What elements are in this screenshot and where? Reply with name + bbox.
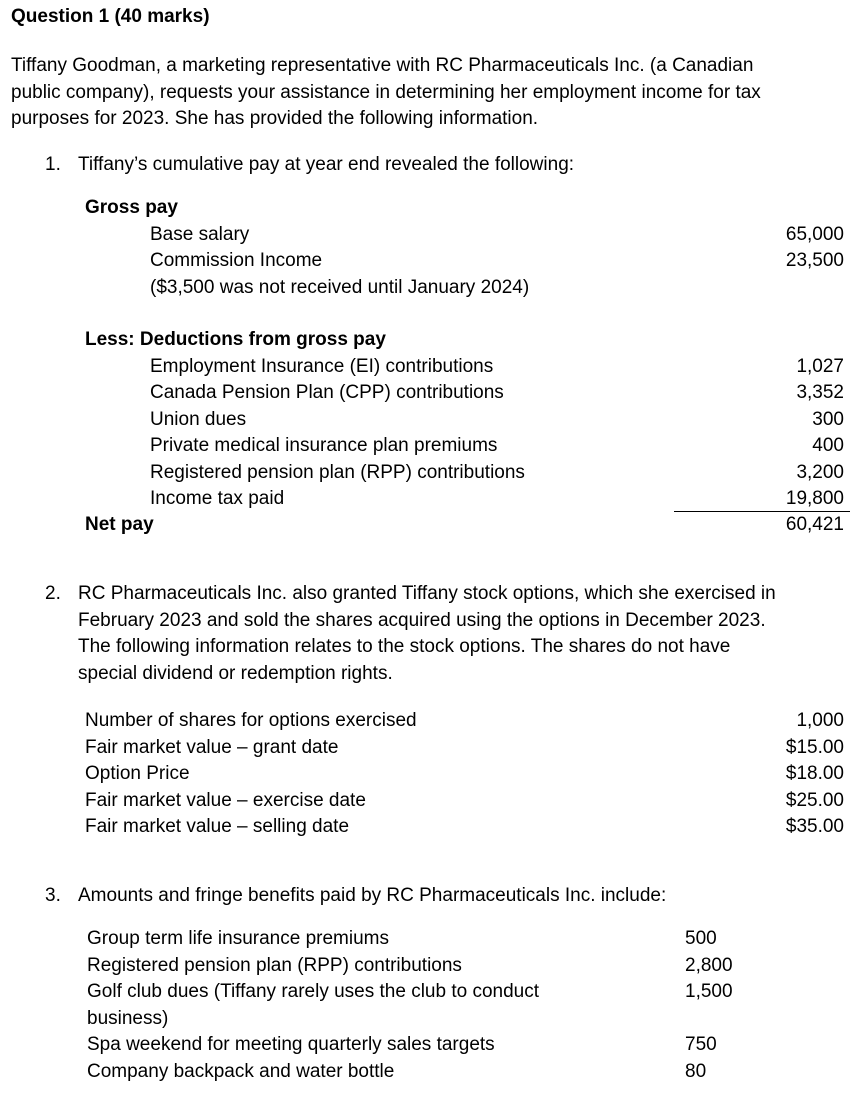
table-row bbox=[0, 248, 860, 275]
fringe-benefits-table bbox=[0, 926, 860, 1085]
table-row bbox=[0, 407, 860, 434]
table-row bbox=[0, 486, 860, 513]
intro-line: Tiffany Goodman, a marketing representative with RC Pharmaceuticals Inc. (a Canadian bbox=[11, 55, 754, 76]
row-label: Private medical insurance plan premiums bbox=[150, 435, 498, 456]
net-pay-row bbox=[0, 512, 860, 539]
row-amount: 1,000 bbox=[796, 710, 844, 731]
table-row bbox=[0, 814, 860, 841]
item-3-number: 3. bbox=[45, 885, 61, 906]
row-amount: 1,500 bbox=[685, 981, 733, 1002]
net-pay-table bbox=[0, 512, 860, 539]
item-3-text: Amounts and fringe benefits paid by RC Pharmaceuticals Inc. include: bbox=[78, 885, 667, 906]
row-label: Option Price bbox=[85, 763, 190, 784]
table-row bbox=[0, 433, 860, 460]
table-row bbox=[0, 1006, 860, 1033]
row-label: Number of shares for options exercised bbox=[85, 710, 417, 731]
row-label: Group term life insurance premiums bbox=[87, 928, 389, 949]
row-amount: 500 bbox=[685, 928, 717, 949]
question-heading: Question 1 (40 marks) bbox=[11, 6, 210, 27]
row-label: Golf club dues (Tiffany rarely uses the club to conduct bbox=[87, 981, 540, 1002]
row-label: Commission Income bbox=[150, 250, 323, 271]
row-amount: $25.00 bbox=[785, 789, 844, 811]
table-row bbox=[0, 926, 860, 953]
gross-pay-title: Gross pay bbox=[85, 197, 178, 218]
table-row bbox=[0, 380, 860, 407]
table-row bbox=[0, 222, 860, 249]
table-row bbox=[0, 761, 860, 788]
table-row bbox=[0, 953, 860, 980]
intro-line: public company), requests your assistance in determining her employment income for tax bbox=[11, 81, 761, 103]
row-label: Fair market value – grant date bbox=[85, 736, 339, 758]
row-amount: 2,800 bbox=[685, 954, 733, 976]
stock-options-table bbox=[0, 708, 860, 841]
row-amount: 1,027 bbox=[796, 355, 844, 377]
deductions-table bbox=[0, 327, 860, 513]
row-amount: 750 bbox=[685, 1034, 717, 1055]
item-2-line: RC Pharmaceuticals Inc. also granted Tiffany stock options, which she exercised in bbox=[78, 583, 776, 604]
row-label: Registered pension plan (RPP) contributions bbox=[150, 461, 525, 483]
item-1-text: Tiffany’s cumulative pay at year end revealed the following: bbox=[78, 154, 575, 175]
item-2-line: February 2023 and sold the shares acquired using the options in December 2023. bbox=[78, 609, 766, 631]
table-row bbox=[0, 1032, 860, 1059]
table-row bbox=[0, 788, 860, 815]
row-amount: 65,000 bbox=[785, 223, 844, 245]
less-deductions-title: Less: Deductions from gross pay bbox=[85, 329, 386, 350]
row-label: Company backpack and water bottle bbox=[87, 1060, 395, 1082]
row-amount: 23,500 bbox=[785, 250, 844, 271]
row-amount: 3,200 bbox=[796, 461, 844, 483]
row-label: Fair market value – exercise date bbox=[85, 789, 366, 811]
row-amount: 3,352 bbox=[796, 382, 844, 403]
row-label: Employment Insurance (EI) contributions bbox=[150, 355, 494, 377]
row-label: business) bbox=[87, 1007, 169, 1029]
item-2-line: special dividend or redemption rights. bbox=[78, 662, 393, 684]
row-label: Registered pension plan (RPP) contributions bbox=[87, 954, 462, 976]
row-amount: 19,800 bbox=[785, 488, 844, 509]
table-row bbox=[0, 354, 860, 381]
less-deductions-title-row bbox=[0, 327, 860, 354]
table-row bbox=[0, 460, 860, 487]
item-2-number: 2. bbox=[45, 583, 61, 604]
row-amount: $18.00 bbox=[785, 763, 844, 784]
row-note: ($3,500 was not received until January 2024) bbox=[150, 276, 530, 298]
row-amount: 400 bbox=[812, 435, 844, 456]
row-amount: 300 bbox=[812, 408, 844, 430]
row-label: Spa weekend for meeting quarterly sales targets bbox=[87, 1034, 495, 1055]
row-label: Income tax paid bbox=[150, 488, 285, 509]
item-2-line: The following information relates to the stock options. The shares do not have bbox=[78, 636, 731, 657]
pay-table bbox=[0, 195, 860, 301]
row-amount: 80 bbox=[685, 1060, 707, 1082]
net-pay-label: Net pay bbox=[85, 514, 154, 535]
row-label: Canada Pension Plan (CPP) contributions bbox=[150, 382, 504, 403]
table-row bbox=[0, 708, 860, 735]
table-row bbox=[0, 979, 860, 1006]
item-1-number: 1. bbox=[45, 154, 61, 175]
intro-paragraph bbox=[11, 53, 851, 133]
table-row bbox=[0, 1059, 860, 1086]
net-pay-amount: 60,421 bbox=[785, 514, 844, 535]
table-row bbox=[0, 735, 860, 762]
table-row bbox=[0, 275, 860, 302]
item-2-text bbox=[78, 581, 848, 687]
row-label: Union dues bbox=[150, 408, 247, 430]
intro-line: purposes for 2023. She has provided the following information. bbox=[11, 108, 539, 129]
row-label: Base salary bbox=[150, 223, 250, 245]
row-label: Fair market value – selling date bbox=[85, 816, 350, 837]
row-amount: $15.00 bbox=[785, 736, 844, 758]
row-amount: $35.00 bbox=[785, 816, 844, 837]
gross-pay-title-row bbox=[0, 195, 860, 222]
